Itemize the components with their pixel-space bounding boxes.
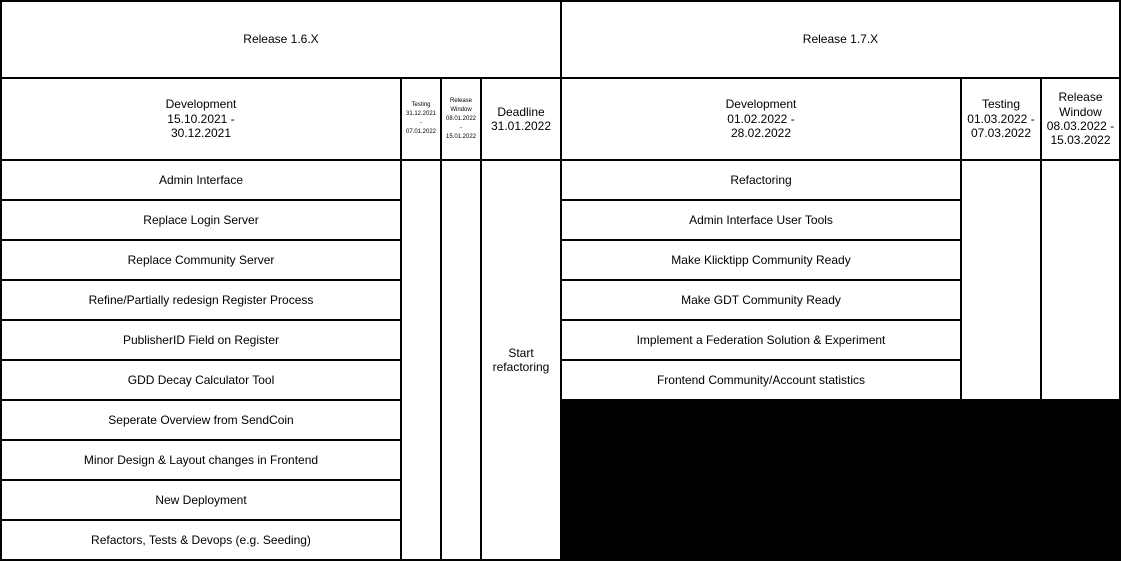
task-row: [0, 319, 402, 361]
right-testing-column: [960, 159, 1042, 403]
task-row: [0, 159, 402, 201]
task-row: [0, 279, 402, 321]
task-label: Frontend Community/Account statistics: [656, 372, 866, 387]
task-label: Replace Community Server: [127, 252, 275, 267]
task-label: Refine/Partially redesign Register Process: [88, 292, 314, 307]
right-testing-label: Testing 01.03.2022 - 07.03.2022: [967, 97, 1035, 141]
deadline-header: [480, 77, 562, 161]
right-release-window-column: [1040, 159, 1121, 403]
left-release-window-label: Release Window 08.01.2022 - 15.01.2022: [445, 97, 477, 140]
task-label: Implement a Federation Solution & Experiment: [636, 332, 886, 347]
task-label: Refactoring: [730, 172, 792, 187]
task-label: Admin Interface: [158, 172, 244, 187]
task-label: Refactors, Tests & Devops (e.g. Seeding): [91, 532, 311, 547]
right-release-window-header: [1040, 77, 1121, 161]
release-17-header: [560, 0, 1121, 79]
task-label: New Deployment: [155, 492, 247, 507]
left-testing-header: [400, 77, 442, 161]
left-release-window-header: [440, 77, 482, 161]
start-refactoring-note: Start refactoring: [492, 345, 550, 374]
task-label: Admin Interface User Tools: [689, 212, 833, 227]
release-17-title: Release 1.7.X: [802, 32, 879, 47]
right-development-header: [560, 77, 962, 161]
task-row: [0, 439, 402, 481]
task-row: [0, 199, 402, 241]
deadline-label: Deadline 31.01.2022: [490, 104, 552, 133]
release-16-title: Release 1.6.X: [243, 32, 319, 47]
task-row: [0, 519, 402, 561]
task-label: GDD Decay Calculator Tool: [127, 372, 275, 387]
task-row: [0, 239, 402, 281]
task-row: [560, 239, 962, 281]
right-release-window-label: Release Window 08.03.2022 - 15.03.2022: [1046, 90, 1115, 148]
task-label: Minor Design & Layout changes in Frontend: [83, 452, 319, 467]
task-row: [560, 279, 962, 321]
task-row: [0, 479, 402, 521]
task-row: [560, 199, 962, 241]
task-label: PublisherID Field on Register: [122, 332, 280, 347]
release-16-header: [0, 0, 562, 79]
task-row: [0, 399, 402, 441]
redacted-black-region: [560, 399, 1121, 561]
task-label: Make Klicktipp Community Ready: [671, 252, 851, 267]
left-testing-label: Testing 31.12.2021 - 07.01.2022: [405, 102, 437, 135]
task-row: [560, 359, 962, 401]
left-development-header: [0, 77, 402, 161]
task-row: [560, 159, 962, 201]
right-development-label: Development 01.02.2022 - 28.02.2022: [725, 97, 797, 141]
right-testing-header: [960, 77, 1042, 161]
deadline-column: [480, 159, 562, 561]
task-row: [560, 319, 962, 361]
left-testing-column: [400, 159, 442, 561]
task-row: [0, 359, 402, 401]
task-label: Make GDT Community Ready: [681, 292, 841, 307]
left-development-label: Development 15.10.2021 - 30.12.2021: [165, 97, 237, 141]
left-release-window-column: [440, 159, 482, 561]
task-label: Seperate Overview from SendCoin: [108, 412, 294, 427]
task-label: Replace Login Server: [143, 212, 259, 227]
